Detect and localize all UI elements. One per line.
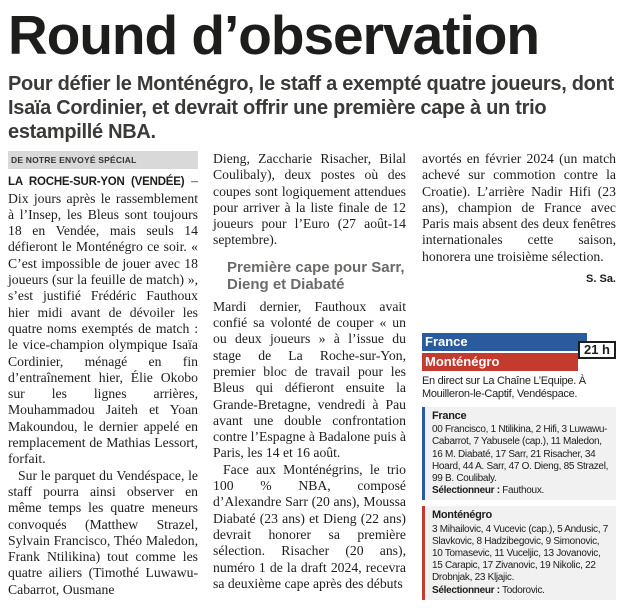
standfirst: Pour défier le Monténégro, le staff a exempté quatre joueurs, dont Isaïa Cordinier, et devrait offrir une première cape à un trio estampillé NBA. [8, 73, 614, 143]
coach-name: Todorovic. [499, 584, 545, 596]
paragraph-text: – Dix jours après le rassemblement à l’Insep, les Bleus sont toujours 18 en Vendée, mais seuls 14 défieront le Monténégro ce soir. « C’est impossible de jouer avec 18 joueurs (sur la feuille de match) », s’est justifié Frédéric Fauthoux hier midi avant de dévoiler les quatre noms exemptés de match : le vice-champion olympique Isaïa Cordinier, ménagé en fin d’entraînement hier, Élie Okobo sur les lignes arrières, Mouhammadou Jaiteh et Yoan Makoundou, le dernier appelé en remplacement de Mathias Lessort, forfait. [8, 173, 199, 467]
paragraph: Sur le parquet du Vendéspace, le staff pourra ainsi observer en même temps les quatre meneurs convoqués (Matthew Strazel, Sylvain Francisco, Théo Maledon, Frank Ntilikina) tout comme les quatre ailiers (Timothé Luwawu-Cabarrot, Ousmane [8, 467, 198, 597]
match-info-box [422, 333, 616, 606]
paragraph: Face aux Monténégrins, le trio 100 % NBA, composé d’Alexandre Sarr (20 ans), Moussa Diabaté (23 ans) et Dieng (22 ans) devrait honorer sa première sélection. Risacher (20 ans), numéro 1 de la draft 2024, recevra sa deuxième cape après des débuts [213, 461, 406, 591]
roster-montenegro [422, 506, 616, 599]
kicker-label: DE NOTRE ENVOYÉ SPÉCIAL [8, 151, 198, 169]
team-banner-montenegro: Monténégro [422, 353, 578, 371]
team-banner-france: France [422, 333, 587, 351]
match-time: 21 h [578, 341, 616, 359]
roster-france [422, 407, 616, 500]
coach-label: Sélectionneur : [432, 584, 500, 596]
dateline: LA ROCHE-SUR-YON (VENDÉE) [8, 176, 185, 189]
subheading: Première cape pour Sarr, Dieng et Diabaté [227, 258, 405, 293]
roster-coach [432, 585, 612, 597]
paragraph: avortés en février 2024 (un match achevé sur commotion contre la Croatie). L’arrière Nadir Hifi (23 ans), champion de France avec Paris mais absent des deux fenêtres internationales cette saison, honorera une troisième sélection. [422, 151, 616, 264]
article-column-3 [422, 151, 616, 287]
roster-players: 00 Francisco, 1 Ntilikina, 2 Hifi, 3 Luwawu-Cabarrot, 7 Yabusele (cap.), 11 Maledon, 16 M. Diabaté, 17 Sarr, 21 Risacher, 34 Hoard, 44 A. Sarr, 47 O. Dieng, 85 Strazel, 99 B. Coulibaly. [432, 424, 609, 485]
roster-title: Monténégro [432, 509, 492, 522]
coach-label: Sélectionneur : [432, 485, 500, 497]
paragraph: Dieng, Zaccharie Risacher, Bilal Coulibaly), deux postes où des coupes sont logiquement attendues pour arriver à la liste finale de 12 joueurs pour l’Euro (27 août-14 septembre). [213, 151, 406, 248]
author-signature: S. Sa. [586, 273, 616, 286]
roster-title: France [432, 410, 467, 422]
article-column-2 [213, 151, 406, 592]
broadcast-info: En direct sur La Chaîne L’Equipe. À Mouilleron-le-Captif, Vendéspace. [422, 375, 586, 400]
article-column-1 [8, 151, 198, 598]
coach-name: Fauthoux. [499, 485, 545, 497]
paragraph [8, 173, 198, 467]
roster-coach [432, 485, 612, 497]
headline: Round d’observation [8, 4, 539, 66]
paragraph: Mardi dernier, Fauthoux avait confié sa volonté de couper « un ou deux joueurs » à l’issue du stage de La Roche-sur-Yon, premier bloc de travail pour les Bleus qui défieront ensuite la Grande-Bretagne, vendredi à Pau avant une double confrontation contre l’Espagne à Badalone puis à Paris, les 14 et 16 août. [213, 298, 406, 461]
roster-players: 3 Mihailovic, 4 Vucevic (cap.), 5 Andusic, 7 Slavkovic, 8 Hadzibegovic, 9 Simonovic, 10 Tomasevic, 11 Vuceljic, 13 Jovanovic, 15 Carapic, 17 Zivanovic, 19 Nikolic, 22 Drobnjak, 23 Kljajic. [432, 523, 608, 584]
